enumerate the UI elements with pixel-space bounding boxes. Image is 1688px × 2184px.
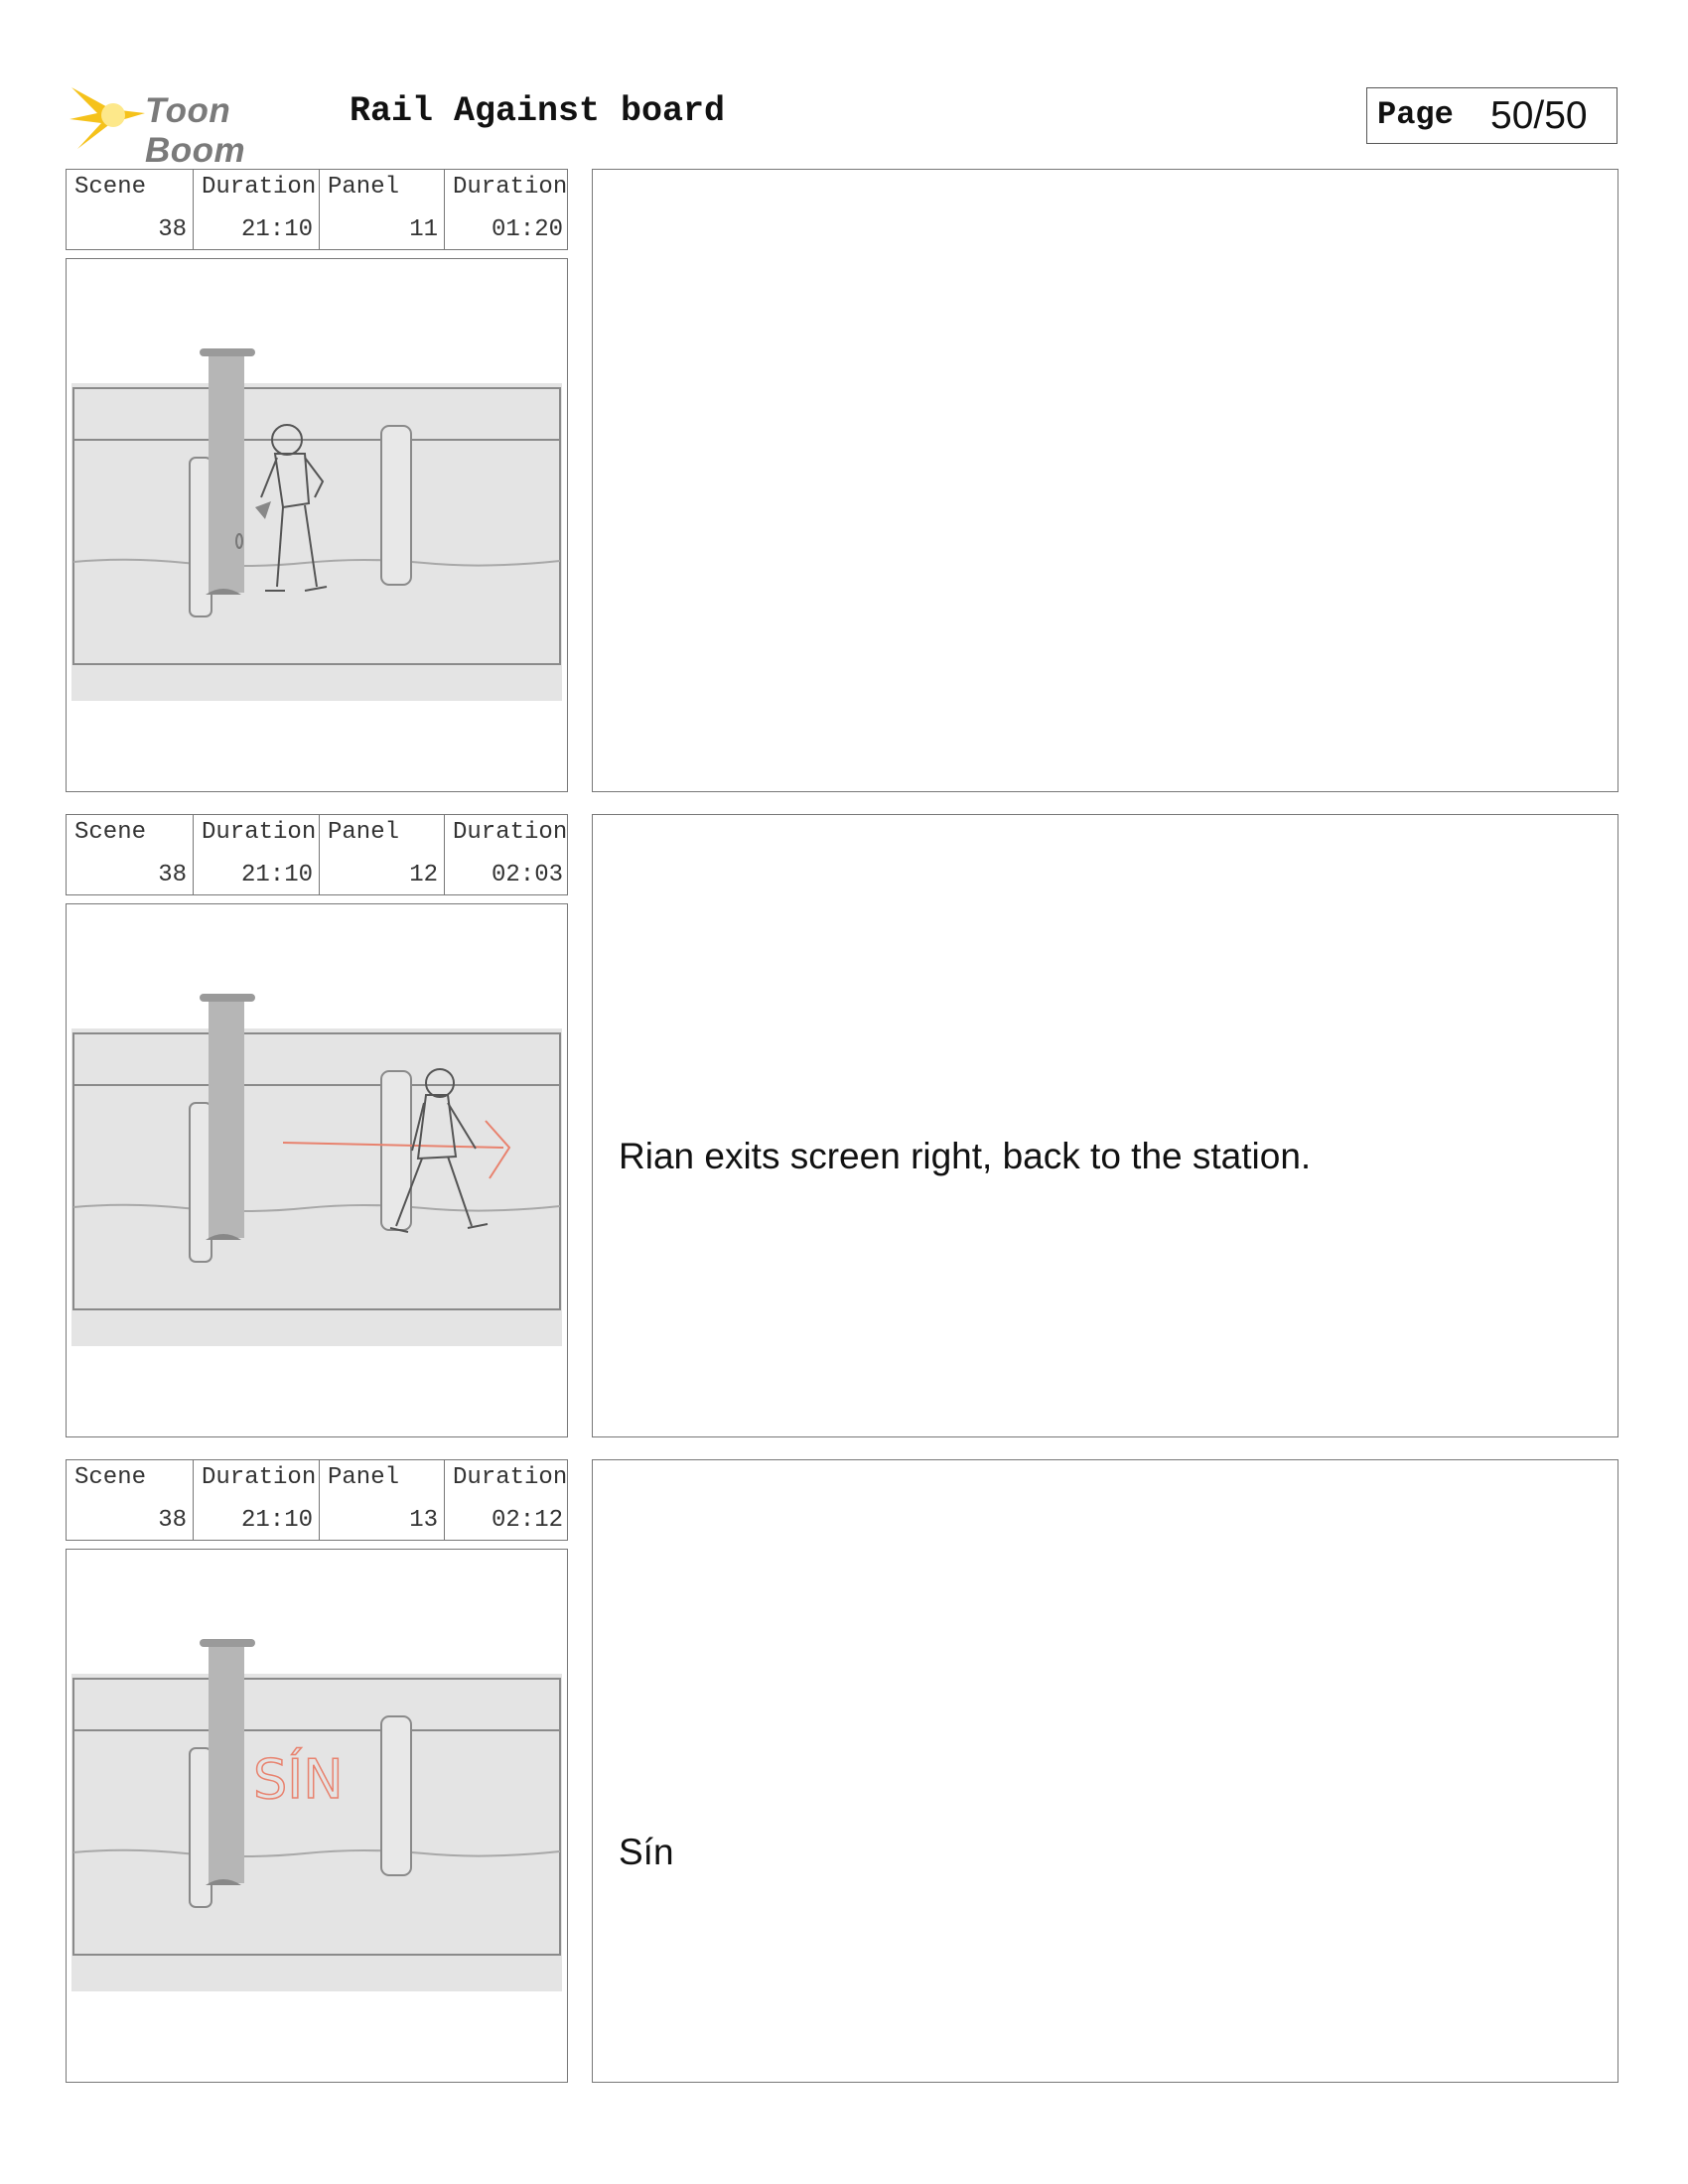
panel-image xyxy=(66,903,568,1437)
panel-number: 12 xyxy=(409,862,438,888)
scene-duration: 21:10 xyxy=(240,862,313,888)
panel-cell: Panel 11 xyxy=(319,170,444,249)
scene-number: 38 xyxy=(158,862,187,888)
scene-cell: Scene 38 xyxy=(74,819,187,888)
panel-duration-cell: Duration 02:12 xyxy=(444,1460,569,1540)
scene-duration-cell: Duration 21:10 xyxy=(193,1460,319,1540)
panel-info-table xyxy=(66,1459,568,1541)
panel-duration-cell: Duration 02:03 xyxy=(444,815,569,894)
panel-image xyxy=(66,1549,568,2083)
toon-boom-logo xyxy=(68,79,336,170)
description-box xyxy=(592,169,1618,792)
panel-cell: Panel 12 xyxy=(319,815,444,894)
panel-description: Sín xyxy=(619,1832,674,1872)
panel-number: 11 xyxy=(409,216,438,243)
panel-info-table xyxy=(66,169,568,250)
scene-duration-cell: Duration 21:10 xyxy=(193,815,319,894)
page-indicator xyxy=(1366,87,1618,144)
scene-duration-cell: Duration 21:10 xyxy=(193,170,319,249)
scene-number: 38 xyxy=(158,1507,187,1534)
panel-duration: 02:12 xyxy=(491,1507,563,1534)
scene-duration: 21:10 xyxy=(240,1507,313,1534)
sketch-text: SÍN xyxy=(253,1748,344,1811)
scene-cell: Scene 38 xyxy=(74,1464,187,1534)
panel-cell: Panel 13 xyxy=(319,1460,444,1540)
scene-cell: Scene 38 xyxy=(74,174,187,243)
description-box xyxy=(592,814,1618,1437)
scene-duration: 21:10 xyxy=(240,216,313,243)
panel-duration: 01:20 xyxy=(491,216,563,243)
toon-boom-star-icon xyxy=(68,79,147,155)
panel-number: 13 xyxy=(409,1507,438,1534)
logo-text: Toon Boom xyxy=(145,91,246,170)
panel-info-table xyxy=(66,814,568,895)
scene-number: 38 xyxy=(158,216,187,243)
board-title: Rail Against board xyxy=(350,91,726,131)
panel-description: Rian exits screen right, back to the station. xyxy=(619,1136,1312,1176)
panel-duration-cell: Duration 01:20 xyxy=(444,170,569,249)
page-number: 50/50 xyxy=(1490,94,1588,137)
panel-image xyxy=(66,258,568,792)
panel-duration: 02:03 xyxy=(491,862,563,888)
page-label: Page xyxy=(1377,96,1454,133)
description-box xyxy=(592,1459,1618,2083)
